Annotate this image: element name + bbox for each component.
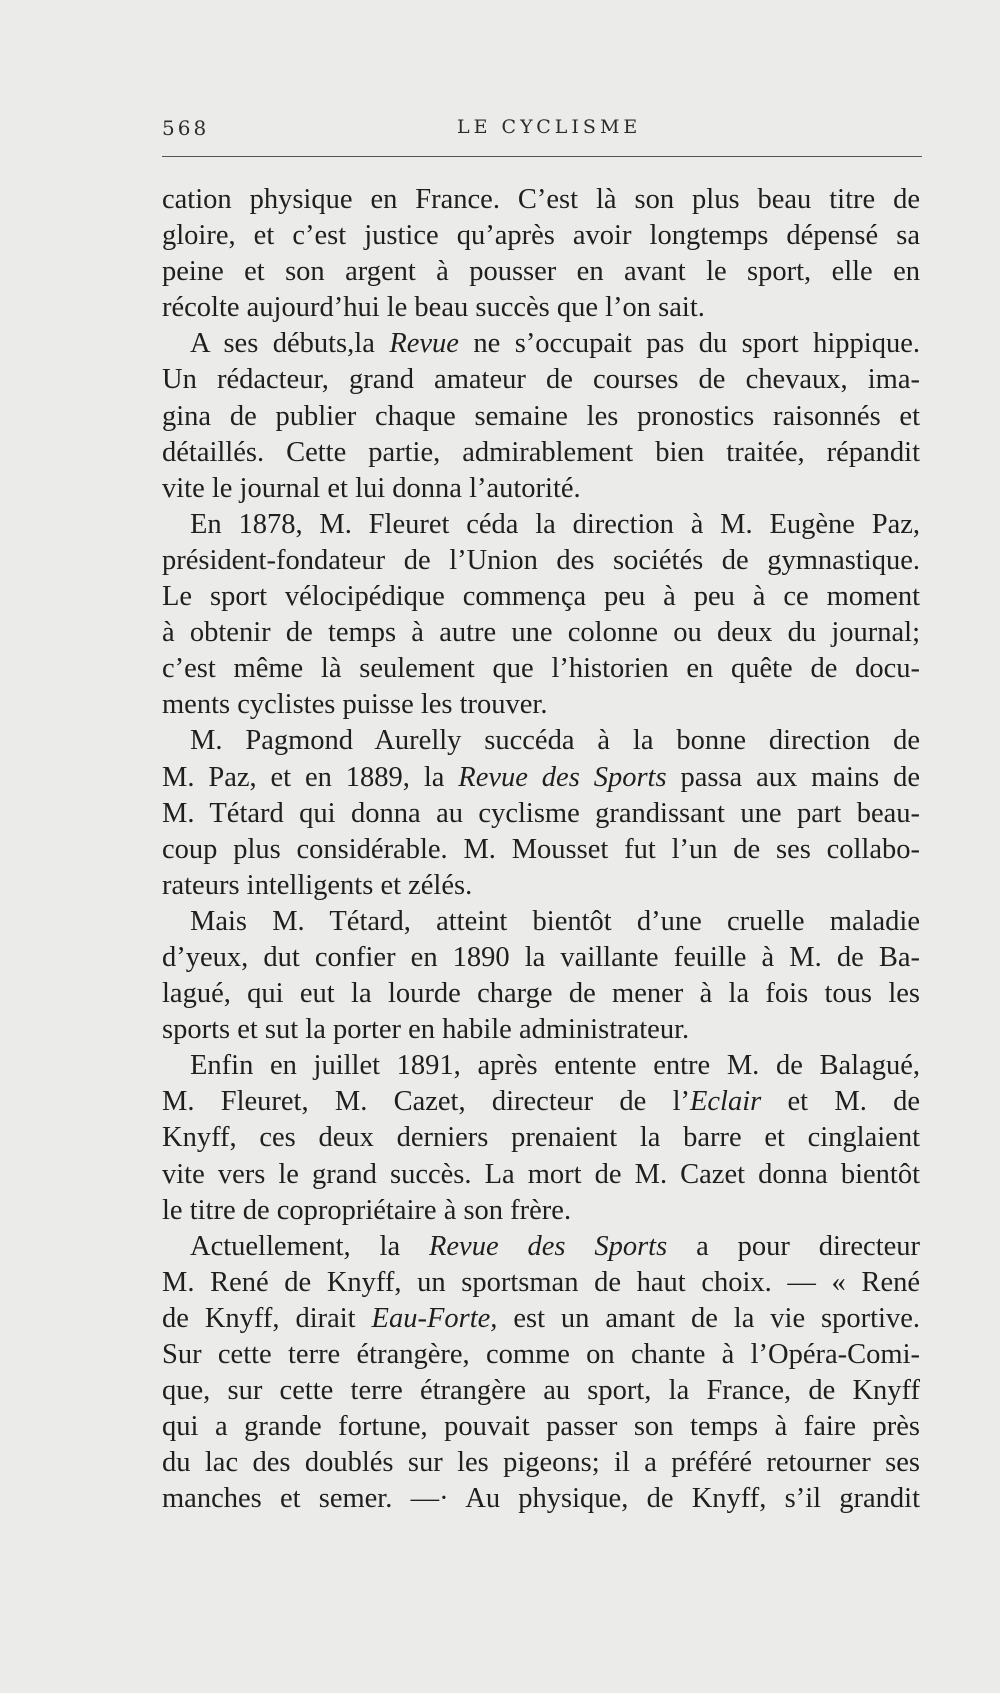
text-line — [162, 1012, 920, 1048]
text-segment: et M. de — [761, 1086, 920, 1118]
text-segment: vite le journal et lui donna l’autorité. — [162, 472, 581, 504]
text-segment: Sur cette terre étrangère, comme on chante à l’Opéra-Comi- — [162, 1339, 920, 1370]
text-segment: d’yeux, dut confier en 1890 la vaillante feuille à M. de Ba- — [162, 941, 920, 973]
text-line — [162, 182, 920, 218]
text-segment: du lac des doublés sur les pigeons; il a préféré retourner ses — [162, 1447, 920, 1479]
text-segment: c’est même là seulement que l’historien en quête de docu- — [162, 653, 920, 685]
page-number: 568 — [162, 116, 210, 140]
text-segment: En 1878, M. Fleuret céda la direction à M. Eugène Paz, — [190, 508, 920, 540]
text-segment: a pour directeur — [667, 1230, 920, 1262]
text-segment: M. Pagmond Aurelly succéda à la bonne direction de — [190, 725, 920, 757]
text-segment: coup plus considérable. M. Mousset fut l’un de ses collabo- — [162, 833, 920, 865]
text-segment: A ses débuts,la — [190, 328, 390, 360]
text-line — [162, 868, 920, 904]
text-segment: Enfin en juillet 1891, après entente entre M. de Balagué, — [190, 1050, 920, 1082]
text-segment: Le sport vélocipédique commença peu à peu à ce moment — [162, 581, 920, 613]
text-line — [162, 1084, 920, 1120]
text-line — [162, 832, 920, 868]
text-line — [162, 1481, 920, 1517]
text-line — [162, 579, 920, 615]
text-line — [162, 1048, 920, 1084]
running-title: LE CYCLISME — [457, 116, 642, 138]
text-segment: à obtenir de temps à autre une colonne ou deux du journal; — [162, 617, 920, 649]
text-segment: l’ — [672, 1086, 690, 1118]
text-segment: manches et semer. —· Au physique, de Knyff, s’il grandit — [162, 1483, 920, 1515]
text-segment: gina de publier chaque semaine les pronostics raisonnés et — [162, 400, 920, 432]
text-line — [162, 1409, 920, 1445]
text-line — [162, 471, 920, 507]
text-segment: cation physique en France. C’est là son plus beau titre de — [162, 184, 920, 215]
text-line — [162, 1337, 920, 1373]
text-segment: détaillés. Cette partie, admirablement bien traitée, répandit — [162, 436, 920, 468]
running-head — [162, 112, 922, 142]
text-segment: gloire, et c’est justice qu’après avoir longtemps dépensé sa — [162, 220, 920, 252]
text-line — [162, 290, 920, 326]
text-line — [162, 615, 920, 651]
text-line — [162, 435, 920, 471]
text-segment: M. Fleuret, M. Cazet, directeur de — [162, 1086, 673, 1118]
italic-title: Revue des Sports — [428, 1230, 668, 1262]
text-line — [162, 1445, 920, 1481]
text-line — [162, 760, 920, 796]
text-segment: de Knyff, dirait — [162, 1302, 372, 1334]
text-line — [162, 687, 920, 723]
text-line — [162, 723, 920, 759]
text-line — [162, 1157, 920, 1193]
text-segment: vite vers le grand succès. La mort de M. Cazet donna bientôt — [162, 1158, 920, 1190]
text-line — [162, 507, 920, 543]
italic-title: Revue des Sports — [458, 761, 667, 793]
text-segment: rateurs intelligents et zélés. — [162, 869, 473, 901]
text-line — [162, 1373, 920, 1409]
text-line — [162, 940, 920, 976]
text-line — [162, 326, 920, 362]
text-segment: le titre de copropriétaire à son frère. — [162, 1194, 572, 1226]
text-segment: Un rédacteur, grand amateur de courses de chevaux, ima- — [162, 364, 920, 396]
text-segment: passa aux mains de — [666, 761, 920, 793]
text-line — [162, 1265, 920, 1301]
text-segment: président-fondateur de l’Union des sociétés de gymnastique. — [162, 544, 920, 576]
text-line — [162, 1193, 920, 1229]
text-segment: que, sur cette terre étrangère au sport, la France, de Knyff — [162, 1375, 920, 1407]
text-line — [162, 543, 920, 579]
text-line — [162, 218, 920, 254]
text-line — [162, 976, 920, 1012]
italic-title: Eau-Forte, — [371, 1302, 498, 1334]
text-segment: Actuellement, la — [190, 1230, 429, 1262]
text-line — [162, 1229, 920, 1265]
text-segment: récolte aujourd’hui le beau succès que l’on sait. — [162, 292, 705, 324]
text-segment: est un amant de la vie sportive. — [497, 1302, 920, 1334]
text-segment: peine et son argent à pousser en avant le sport, elle en — [162, 256, 920, 288]
text-line — [162, 1301, 920, 1337]
italic-title: Eclair — [690, 1086, 762, 1118]
text-segment: Knyff, ces deux derniers prenaient la barre et cinglaient — [162, 1122, 920, 1154]
text-line — [162, 1120, 920, 1156]
text-line — [162, 399, 920, 435]
text-segment: M. Tétard qui donna au cyclisme grandissant une part beau- — [162, 797, 920, 829]
text-segment: lagué, qui eut la lourde charge de mener à la fois tous les — [162, 978, 920, 1010]
text-line — [162, 651, 920, 687]
text-segment: Mais M. Tétard, atteint bientôt d’une cruelle maladie — [190, 905, 920, 937]
body-text — [162, 182, 920, 1517]
header-rule — [162, 156, 922, 157]
text-segment: sports et sut la porter en habile administrateur. — [162, 1014, 690, 1046]
italic-title: Revue — [389, 328, 459, 360]
text-segment: M. Paz, et en 1889, la — [162, 761, 459, 793]
text-line — [162, 362, 920, 398]
text-line — [162, 254, 920, 290]
text-line — [162, 796, 920, 832]
text-segment: ments cyclistes puisse les trouver. — [162, 689, 548, 721]
text-segment: qui a grande fortune, pouvait passer son temps à faire près — [162, 1411, 920, 1443]
text-segment: ne s’occupait pas du sport hippique. — [458, 328, 920, 360]
text-line — [162, 904, 920, 940]
text-segment: M. René de Knyff, un sportsman de haut choix. — « René — [162, 1266, 920, 1298]
